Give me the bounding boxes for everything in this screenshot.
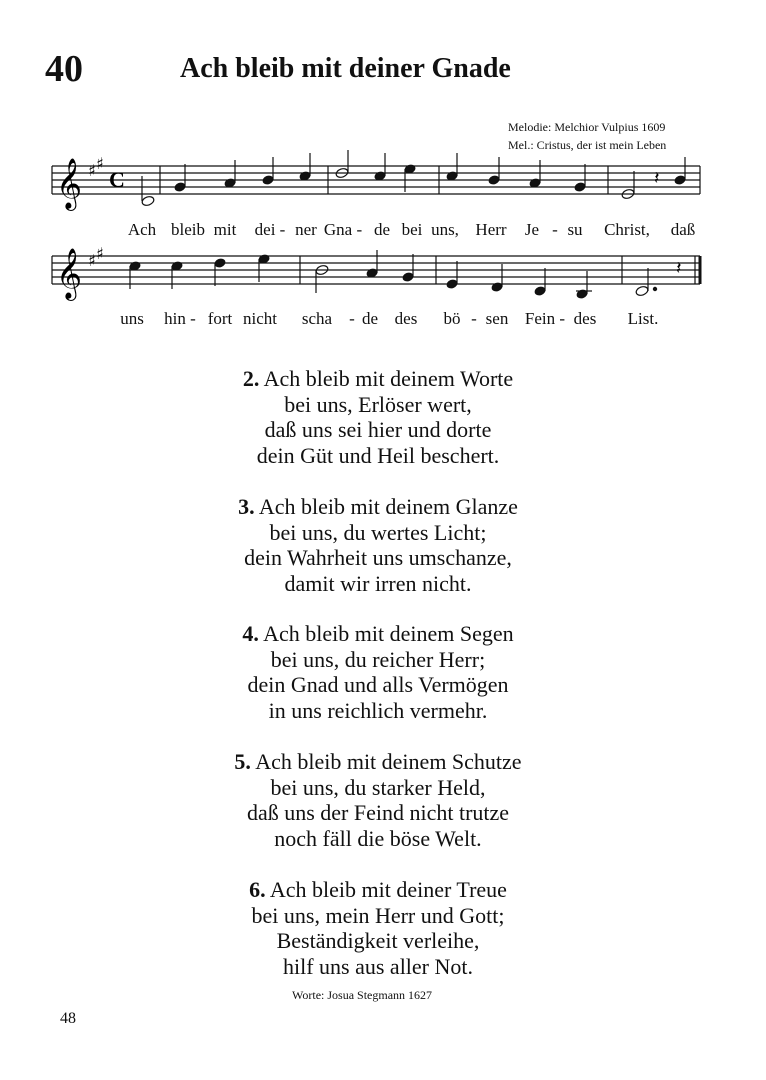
treble-clef-icon: 𝄞	[56, 158, 83, 209]
melody-source-credit: Mel.: Cristus, der ist mein Leben	[508, 138, 667, 152]
verse-4	[128, 621, 628, 723]
lyric-syllable: bö	[443, 309, 461, 328]
verse-text: Ach bleib mit deinem Worte	[259, 366, 514, 391]
lyric-syllable: Je	[524, 220, 540, 239]
verse-line: damit wir irren nicht.	[284, 570, 472, 596]
verse-5	[128, 749, 628, 851]
verse-number: 5.	[234, 749, 251, 774]
quarter-rest-icon: 𝄽	[654, 168, 660, 189]
verse-line	[128, 749, 628, 775]
verse-line: bei uns, du reicher Herr;	[270, 646, 486, 672]
lyric-syllable: de	[361, 309, 379, 328]
lyrics-line-1	[0, 221, 766, 241]
lyric-syllable: dei -	[254, 220, 286, 239]
lyric-syllable: ner	[295, 220, 317, 239]
lyric-syllable: mit	[213, 220, 237, 239]
verse-line: daß uns sei hier und dorte	[264, 417, 492, 442]
lyric-syllable: bei	[401, 220, 423, 239]
verse-line: daß uns der Feind nicht trutze	[246, 800, 510, 825]
verse-6	[128, 877, 628, 979]
verse-line: bei uns, mein Herr und Gott;	[251, 902, 505, 928]
hymn-title: Ach bleib mit deiner Gnade	[180, 53, 511, 84]
words-credit: Worte: Josua Stegmann 1627	[292, 988, 433, 1002]
lyric-syllable: uns	[120, 309, 144, 328]
verse-number: 3.	[238, 494, 255, 519]
sharp-icon: ♯	[96, 244, 104, 263]
lyric-syllable: hin -	[164, 309, 196, 328]
verse-text: Ach bleib mit deiner Treue	[265, 877, 507, 902]
music-staff-line-2	[0, 242, 766, 302]
sharp-icon: ♯	[88, 161, 96, 180]
verse-number: 4.	[242, 621, 259, 646]
lyric-syllable: Christ,	[604, 220, 650, 239]
common-time-icon: C	[109, 167, 125, 192]
page-number: 48	[60, 1010, 76, 1027]
verse-text: Ach bleib mit deinem Schutze	[250, 749, 522, 774]
verse-line: bei uns, du starker Held,	[270, 774, 486, 800]
melody-credit: Melodie: Melchior Vulpius 1609	[508, 120, 666, 134]
lyric-syllable: Ach	[127, 220, 157, 239]
lyric-syllable: Gna -	[323, 220, 363, 239]
verse-line	[128, 366, 628, 392]
lyric-syllable: bleib	[171, 220, 205, 239]
hymn-number: 40	[45, 48, 83, 90]
lyric-syllable: sen	[485, 309, 509, 328]
verse-line	[128, 877, 628, 903]
verse-text: Ach bleib mit deinem Glanze	[254, 494, 518, 519]
verse-line: dein Güt und Heil beschert.	[256, 442, 500, 468]
sharp-icon: ♯	[88, 251, 96, 270]
lyric-syllable: des	[394, 309, 418, 328]
quarter-rest-icon: 𝄽	[676, 258, 682, 279]
lyric-syllable: su	[567, 220, 583, 239]
lyric-syllable: -	[349, 309, 355, 328]
verse-line: hilf uns aus aller Not.	[282, 953, 474, 979]
lyric-syllable: Fein -	[524, 309, 566, 328]
lyric-syllable: uns,	[431, 220, 459, 239]
lyric-syllable: Herr	[475, 220, 507, 239]
verse-3	[128, 494, 628, 596]
verse-line: bei uns, du wertes Licht;	[269, 519, 487, 545]
verse-line: in uns reichlich vermehr.	[268, 697, 488, 723]
lyric-syllable: des	[573, 309, 597, 328]
verse-line	[128, 494, 628, 520]
lyric-syllable: -	[552, 220, 558, 239]
verse-line: dein Gnad und alls Vermögen	[247, 672, 509, 697]
lyric-syllable: de	[373, 220, 391, 239]
lyrics-line-2	[0, 310, 766, 330]
verse-line	[128, 621, 628, 647]
verse-2	[128, 366, 628, 468]
verse-number: 2.	[242, 366, 260, 391]
verse-line: dein Wahrheit uns umschanze,	[244, 545, 512, 570]
treble-clef-icon: 𝄞	[56, 248, 83, 299]
music-staff-line-1	[0, 152, 766, 212]
lyric-syllable: nicht	[243, 309, 277, 328]
verse-line: Beständigkeit verleihe,	[276, 928, 480, 953]
lyric-syllable: scha	[301, 309, 333, 328]
verse-number: 6.	[249, 877, 266, 902]
verse-line: noch fäll die böse Welt.	[274, 825, 482, 851]
verse-line: bei uns, Erlöser wert,	[284, 391, 472, 417]
lyric-syllable: -	[471, 309, 477, 328]
lyric-syllable: List.	[627, 309, 659, 328]
sharp-icon: ♯	[96, 154, 104, 173]
lyric-syllable: fort	[207, 309, 233, 328]
verse-text: Ach bleib mit deinem Segen	[258, 621, 514, 646]
lyric-syllable: daß	[670, 220, 696, 239]
